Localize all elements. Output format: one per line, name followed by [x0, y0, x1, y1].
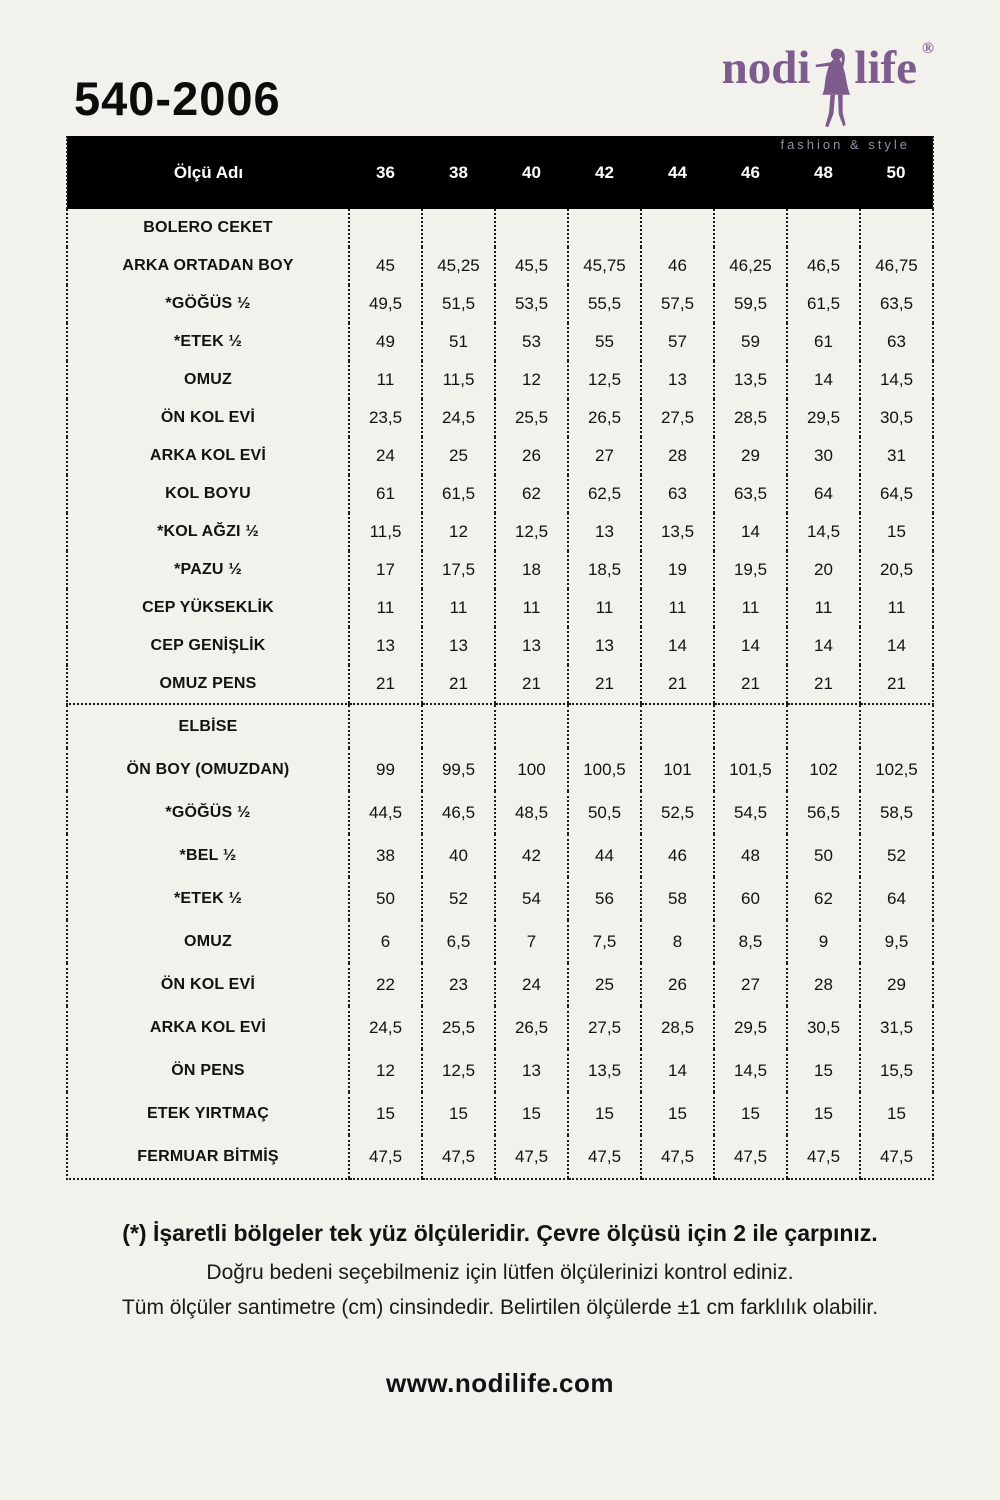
measurement-value: 46,25 — [714, 247, 787, 285]
measurement-label: ÖN KOL EVİ — [67, 399, 349, 437]
measurement-value: 13 — [422, 627, 495, 665]
measurement-value: 28 — [641, 437, 714, 475]
measurement-value: 14,5 — [860, 361, 933, 399]
measurement-value: 50 — [349, 877, 422, 920]
section-title-row — [67, 209, 933, 247]
measurement-value: 15 — [860, 513, 933, 551]
measurement-row — [67, 361, 933, 399]
measurement-value: 14,5 — [787, 513, 860, 551]
measurement-value: 21 — [422, 665, 495, 704]
measurement-value: 26 — [641, 963, 714, 1006]
measurement-label: ÖN KOL EVİ — [67, 963, 349, 1006]
measurement-value: 15 — [787, 1092, 860, 1135]
measurement-value: 17,5 — [422, 551, 495, 589]
measurement-row — [67, 665, 933, 704]
measurement-value: 11 — [787, 589, 860, 627]
measurement-value: 100 — [495, 748, 568, 791]
measurement-value: 61 — [787, 323, 860, 361]
measurement-row — [67, 551, 933, 589]
measurement-label: *ETEK ½ — [67, 323, 349, 361]
measurement-value: 7 — [495, 920, 568, 963]
product-code: 540-2006 — [74, 71, 281, 125]
measurement-value: 13 — [568, 627, 641, 665]
measurement-value: 13,5 — [568, 1049, 641, 1092]
measurement-value: 62,5 — [568, 475, 641, 513]
measurement-value: 29 — [714, 437, 787, 475]
measurement-value: 21 — [787, 665, 860, 704]
measurement-value: 11,5 — [422, 361, 495, 399]
measurement-row — [67, 513, 933, 551]
measurement-value: 8,5 — [714, 920, 787, 963]
measurement-value: 15 — [714, 1092, 787, 1135]
measurement-value: 11 — [422, 589, 495, 627]
measurement-value: 18,5 — [568, 551, 641, 589]
measurement-value: 29,5 — [714, 1006, 787, 1049]
measurement-value: 46 — [641, 834, 714, 877]
measurement-value: 47,5 — [495, 1135, 568, 1179]
measurement-label: *ETEK ½ — [67, 877, 349, 920]
measurement-value: 55,5 — [568, 285, 641, 323]
empty-cell — [714, 209, 787, 247]
measurement-value: 27 — [568, 437, 641, 475]
logo-text-nodi: nodi — [721, 41, 811, 94]
measurement-value: 47,5 — [422, 1135, 495, 1179]
measurement-value: 12 — [495, 361, 568, 399]
section-title-row — [67, 704, 933, 748]
measurement-value: 100,5 — [568, 748, 641, 791]
measurement-row — [67, 1092, 933, 1135]
measurement-row — [67, 877, 933, 920]
measurement-value: 20 — [787, 551, 860, 589]
measurement-value: 14,5 — [714, 1049, 787, 1092]
measurement-value: 21 — [641, 665, 714, 704]
measurement-value: 48 — [714, 834, 787, 877]
measurement-value: 28,5 — [641, 1006, 714, 1049]
header-size-38: 38 — [422, 136, 495, 209]
header-size-36: 36 — [349, 136, 422, 209]
section-title: BOLERO CEKET — [67, 209, 349, 247]
measurement-value: 15 — [860, 1092, 933, 1135]
size-chart-table — [66, 136, 934, 1180]
measurement-value: 11 — [349, 589, 422, 627]
measurement-label: *KOL AĞZI ½ — [67, 513, 349, 551]
measurement-label: ÖN PENS — [67, 1049, 349, 1092]
measurement-value: 57 — [641, 323, 714, 361]
measurement-value: 50,5 — [568, 791, 641, 834]
measurement-value: 23 — [422, 963, 495, 1006]
measurement-value: 46,75 — [860, 247, 933, 285]
empty-cell — [860, 704, 933, 748]
measurement-value: 54,5 — [714, 791, 787, 834]
measurement-value: 25,5 — [495, 399, 568, 437]
measurement-value: 14 — [714, 627, 787, 665]
measurement-value: 51,5 — [422, 285, 495, 323]
brand-logo-wordmark — [721, 39, 934, 133]
measurement-label: *GÖĞÜS ½ — [67, 285, 349, 323]
empty-cell — [641, 704, 714, 748]
measurement-label: ARKA KOL EVİ — [67, 1006, 349, 1049]
measurement-value: 47,5 — [568, 1135, 641, 1179]
measurement-value: 59 — [714, 323, 787, 361]
measurement-value: 26,5 — [495, 1006, 568, 1049]
measurement-row — [67, 748, 933, 791]
header-olcu-adi: Ölçü Adı — [67, 136, 349, 209]
measurement-value: 11,5 — [349, 513, 422, 551]
footnotes — [0, 1216, 1000, 1324]
measurement-value: 26 — [495, 437, 568, 475]
measurement-value: 49 — [349, 323, 422, 361]
measurement-value: 25 — [422, 437, 495, 475]
measurement-value: 49,5 — [349, 285, 422, 323]
measurement-label: OMUZ — [67, 361, 349, 399]
footnote-check-measurements: Doğru bedeni seçebilmeniz için lütfen ölçülerinizi kontrol ediniz. — [206, 1260, 794, 1284]
measurement-value: 50 — [787, 834, 860, 877]
measurement-value: 31 — [860, 437, 933, 475]
measurement-value: 24,5 — [422, 399, 495, 437]
measurement-value: 55 — [568, 323, 641, 361]
measurement-value: 28,5 — [714, 399, 787, 437]
page-header — [0, 0, 1000, 152]
measurement-value: 20,5 — [860, 551, 933, 589]
measurement-value: 12 — [422, 513, 495, 551]
measurement-value: 27,5 — [641, 399, 714, 437]
measurement-row — [67, 399, 933, 437]
measurement-value: 53,5 — [495, 285, 568, 323]
measurement-row — [67, 475, 933, 513]
header-size-44: 44 — [641, 136, 714, 209]
measurement-value: 9,5 — [860, 920, 933, 963]
measurement-value: 6,5 — [422, 920, 495, 963]
measurement-value: 47,5 — [349, 1135, 422, 1179]
measurement-value: 30 — [787, 437, 860, 475]
measurement-value: 46,5 — [787, 247, 860, 285]
measurement-row — [67, 627, 933, 665]
measurement-value: 102,5 — [860, 748, 933, 791]
measurement-value: 30,5 — [787, 1006, 860, 1049]
measurement-value: 12,5 — [495, 513, 568, 551]
measurement-value: 52,5 — [641, 791, 714, 834]
measurement-value: 21 — [349, 665, 422, 704]
woman-silhouette-icon — [811, 45, 853, 137]
measurement-value: 63,5 — [714, 475, 787, 513]
measurement-value: 19 — [641, 551, 714, 589]
measurement-label: *BEL ½ — [67, 834, 349, 877]
measurement-value: 13 — [349, 627, 422, 665]
measurement-row — [67, 247, 933, 285]
measurement-value: 51 — [422, 323, 495, 361]
empty-cell — [349, 209, 422, 247]
measurement-value: 15 — [568, 1092, 641, 1135]
measurement-value: 52 — [422, 877, 495, 920]
measurement-value: 12 — [349, 1049, 422, 1092]
empty-cell — [422, 209, 495, 247]
brand-logo — [721, 39, 938, 152]
measurement-value: 52 — [860, 834, 933, 877]
measurement-value: 15 — [787, 1049, 860, 1092]
measurement-value: 48,5 — [495, 791, 568, 834]
measurement-value: 61,5 — [422, 475, 495, 513]
measurement-value: 44 — [568, 834, 641, 877]
measurement-value: 102 — [787, 748, 860, 791]
measurement-value: 7,5 — [568, 920, 641, 963]
measurement-value: 14 — [860, 627, 933, 665]
measurement-value: 47,5 — [787, 1135, 860, 1179]
empty-cell — [568, 209, 641, 247]
measurement-label: ÖN BOY (OMUZDAN) — [67, 748, 349, 791]
measurement-row — [67, 920, 933, 963]
measurement-label: OMUZ PENS — [67, 665, 349, 704]
measurement-value: 101 — [641, 748, 714, 791]
measurement-value: 99 — [349, 748, 422, 791]
measurement-value: 53 — [495, 323, 568, 361]
measurement-value: 30,5 — [860, 399, 933, 437]
measurement-value: 64 — [860, 877, 933, 920]
measurement-value: 62 — [495, 475, 568, 513]
measurement-value: 14 — [714, 513, 787, 551]
measurement-value: 45,5 — [495, 247, 568, 285]
measurement-value: 40 — [422, 834, 495, 877]
measurement-value: 24 — [349, 437, 422, 475]
measurement-value: 64,5 — [860, 475, 933, 513]
measurement-label: OMUZ — [67, 920, 349, 963]
measurement-value: 15 — [495, 1092, 568, 1135]
measurement-label: CEP YÜKSEKLİK — [67, 589, 349, 627]
measurement-value: 15,5 — [860, 1049, 933, 1092]
measurement-row — [67, 834, 933, 877]
measurement-row — [67, 589, 933, 627]
measurement-value: 15 — [349, 1092, 422, 1135]
measurement-value: 46,5 — [422, 791, 495, 834]
measurement-value: 13,5 — [714, 361, 787, 399]
measurement-value: 61 — [349, 475, 422, 513]
measurement-value: 31,5 — [860, 1006, 933, 1049]
measurement-value: 101,5 — [714, 748, 787, 791]
measurement-value: 13 — [568, 513, 641, 551]
measurement-value: 64 — [787, 475, 860, 513]
empty-cell — [860, 209, 933, 247]
measurement-value: 27 — [714, 963, 787, 1006]
measurement-value: 29 — [860, 963, 933, 1006]
measurement-label: *GÖĞÜS ½ — [67, 791, 349, 834]
measurement-row — [67, 1006, 933, 1049]
measurement-value: 25 — [568, 963, 641, 1006]
measurement-label: *PAZU ½ — [67, 551, 349, 589]
footnote-cm-tolerance: Tüm ölçüler santimetre (cm) cinsindedir. Belirtilen ölçülerde ±1 cm farklılık olabilir. — [121, 1296, 879, 1319]
table-section — [67, 704, 933, 1179]
measurement-value: 21 — [568, 665, 641, 704]
measurement-value: 6 — [349, 920, 422, 963]
measurement-value: 45,25 — [422, 247, 495, 285]
measurement-value: 21 — [714, 665, 787, 704]
measurement-value: 21 — [860, 665, 933, 704]
measurement-value: 11 — [641, 589, 714, 627]
header-size-40: 40 — [495, 136, 568, 209]
measurement-row — [67, 323, 933, 361]
empty-cell — [714, 704, 787, 748]
measurement-value: 60 — [714, 877, 787, 920]
measurement-value: 12,5 — [422, 1049, 495, 1092]
measurement-value: 24 — [495, 963, 568, 1006]
measurement-value: 24,5 — [349, 1006, 422, 1049]
measurement-label: ARKA KOL EVİ — [67, 437, 349, 475]
empty-cell — [787, 704, 860, 748]
measurement-value: 47,5 — [860, 1135, 933, 1179]
measurement-value: 11 — [860, 589, 933, 627]
website-url: www.nodilife.com — [385, 1367, 615, 1398]
measurement-value: 17 — [349, 551, 422, 589]
measurement-value: 14 — [787, 627, 860, 665]
measurement-value: 57,5 — [641, 285, 714, 323]
measurement-value: 58,5 — [860, 791, 933, 834]
measurement-label: KOL BOYU — [67, 475, 349, 513]
measurement-value: 38 — [349, 834, 422, 877]
measurement-value: 59,5 — [714, 285, 787, 323]
measurement-value: 28 — [787, 963, 860, 1006]
measurement-value: 58 — [641, 877, 714, 920]
measurement-value: 13 — [495, 627, 568, 665]
measurement-value: 63,5 — [860, 285, 933, 323]
measurement-value: 47,5 — [641, 1135, 714, 1179]
measurement-value: 13,5 — [641, 513, 714, 551]
empty-cell — [787, 209, 860, 247]
measurement-value: 9 — [787, 920, 860, 963]
measurement-value: 61,5 — [787, 285, 860, 323]
measurement-value: 54 — [495, 877, 568, 920]
measurement-value: 27,5 — [568, 1006, 641, 1049]
measurement-value: 45 — [349, 247, 422, 285]
measurement-value: 15 — [641, 1092, 714, 1135]
measurement-label: ARKA ORTADAN BOY — [67, 247, 349, 285]
measurement-row — [67, 1135, 933, 1179]
measurement-value: 8 — [641, 920, 714, 963]
measurement-value: 11 — [568, 589, 641, 627]
empty-cell — [641, 209, 714, 247]
measurement-row — [67, 963, 933, 1006]
measurement-value: 25,5 — [422, 1006, 495, 1049]
measurement-value: 56 — [568, 877, 641, 920]
measurement-value: 29,5 — [787, 399, 860, 437]
measurement-value: 45,75 — [568, 247, 641, 285]
measurement-value: 15 — [422, 1092, 495, 1135]
measurement-value: 22 — [349, 963, 422, 1006]
measurement-value: 11 — [714, 589, 787, 627]
measurement-label: CEP GENİŞLİK — [67, 627, 349, 665]
empty-cell — [349, 704, 422, 748]
header-size-42: 42 — [568, 136, 641, 209]
measurement-value: 11 — [349, 361, 422, 399]
measurement-value: 21 — [495, 665, 568, 704]
header-size-48: 48 — [787, 136, 860, 209]
brand-tagline: fashion & style — [780, 136, 910, 152]
measurement-value: 99,5 — [422, 748, 495, 791]
logo-text-life: life — [854, 41, 918, 94]
measurement-value: 13 — [641, 361, 714, 399]
measurement-value: 18 — [495, 551, 568, 589]
measurement-row — [67, 285, 933, 323]
empty-cell — [568, 704, 641, 748]
measurement-row — [67, 437, 933, 475]
measurement-value: 56,5 — [787, 791, 860, 834]
measurement-value: 63 — [860, 323, 933, 361]
footnote-asterisk: (*) İşaretli bölgeler tek yüz ölçüleridir. Çevre ölçüsü için 2 ile çarpınız. — [122, 1220, 878, 1246]
measurement-value: 47,5 — [714, 1135, 787, 1179]
measurement-value: 14 — [641, 1049, 714, 1092]
measurement-value: 13 — [495, 1049, 568, 1092]
measurement-value: 42 — [495, 834, 568, 877]
section-title: ELBİSE — [67, 704, 349, 748]
measurement-value: 63 — [641, 475, 714, 513]
measurement-value: 14 — [787, 361, 860, 399]
registered-trademark-icon: ® — [922, 39, 934, 57]
measurement-label: ETEK YIRTMAÇ — [67, 1092, 349, 1135]
measurement-value: 62 — [787, 877, 860, 920]
measurement-value: 14 — [641, 627, 714, 665]
empty-cell — [495, 209, 568, 247]
measurement-value: 44,5 — [349, 791, 422, 834]
measurement-row — [67, 1049, 933, 1092]
table-section — [67, 209, 933, 704]
empty-cell — [495, 704, 568, 748]
header-size-46: 46 — [714, 136, 787, 209]
measurement-label: FERMUAR BİTMİŞ — [67, 1135, 349, 1179]
measurement-value: 46 — [641, 247, 714, 285]
measurement-value: 11 — [495, 589, 568, 627]
measurement-value: 12,5 — [568, 361, 641, 399]
measurement-value: 23,5 — [349, 399, 422, 437]
measurement-value: 19,5 — [714, 551, 787, 589]
empty-cell — [422, 704, 495, 748]
measurement-value: 26,5 — [568, 399, 641, 437]
measurement-row — [67, 791, 933, 834]
header-size-50: 50 — [860, 136, 933, 209]
